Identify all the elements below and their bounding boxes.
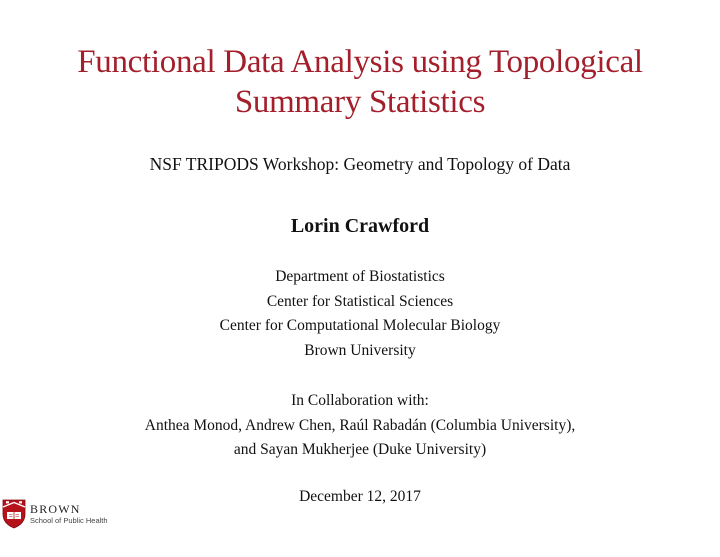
brown-shield-icon bbox=[2, 499, 26, 529]
presentation-date: December 12, 2017 bbox=[299, 488, 421, 505]
logo-subtitle: School of Public Health bbox=[30, 515, 108, 525]
collaboration-heading: In Collaboration with: bbox=[291, 392, 429, 409]
collaboration-block bbox=[0, 389, 720, 463]
workshop-subtitle: NSF TRIPODS Workshop: Geometry and Topology of Data bbox=[149, 154, 571, 174]
slide-title bbox=[0, 42, 720, 122]
affiliation-line: Department of Biostatistics bbox=[275, 268, 445, 285]
collaborators-line: and Sayan Mukherjee (Duke University) bbox=[233, 441, 487, 458]
logo-name: BROWN bbox=[30, 501, 81, 516]
logo-text bbox=[30, 503, 108, 526]
collaborators-line: Anthea Monod, Andrew Chen, Raúl Rabadán (Columbia University), bbox=[144, 416, 576, 434]
affiliation-line: Brown University bbox=[304, 341, 416, 359]
affiliations-block bbox=[0, 265, 720, 363]
author-name: Lorin Crawford bbox=[290, 215, 430, 237]
slide-title-line-2: Summary Statistics bbox=[234, 84, 486, 120]
slide-title-line-1: Functional Data Analysis using Topological bbox=[77, 44, 643, 80]
affiliation-line: Center for Computational Molecular Biology bbox=[219, 317, 501, 334]
affiliation-line: Center for Statistical Sciences bbox=[266, 292, 454, 310]
brown-logo bbox=[2, 499, 108, 529]
